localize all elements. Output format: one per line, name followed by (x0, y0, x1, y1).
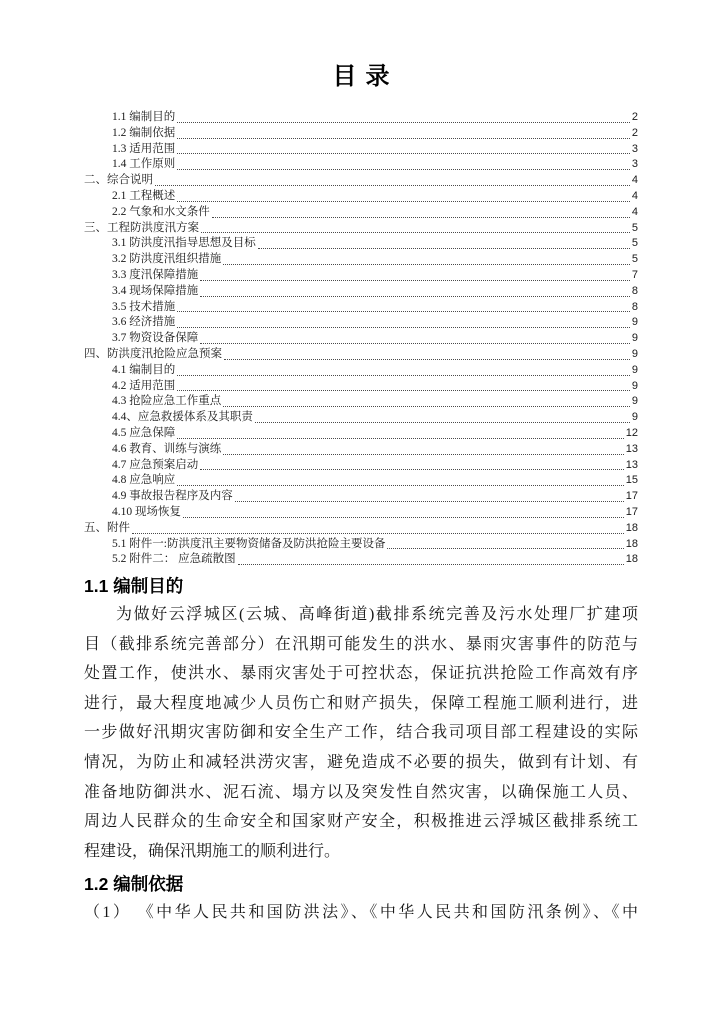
toc-entry-label: 3.6 经济措施 (112, 316, 176, 329)
toc-entry-label: 5.2 附件二： 应急疏散图 (112, 553, 236, 566)
toc-entry[interactable] (84, 505, 638, 521)
section-heading: 1.2 编制依据 (84, 874, 184, 895)
toc-dot-leader (387, 548, 623, 549)
toc-page-number: 8 (631, 284, 638, 297)
toc-entry-label: 5.1 附件一:防洪度汛主要物资储备及防洪抢险主要设备 (112, 537, 386, 550)
toc-entry[interactable] (84, 221, 638, 237)
paragraph-line: 进行，最大程度地减少人员伤亡和财产损失，保障工程施工顺利进行，进 (84, 694, 638, 712)
toc-dot-leader (223, 406, 630, 407)
toc-entry[interactable] (84, 442, 638, 458)
toc-entry[interactable] (84, 347, 638, 363)
section-heading: 1.1 编制目的 (84, 576, 184, 597)
toc-dot-leader (177, 138, 630, 139)
toc-dot-leader (223, 454, 624, 455)
toc-page-number: 9 (631, 347, 638, 360)
toc-title: 目录 (332, 64, 399, 90)
toc-entry[interactable] (84, 458, 638, 474)
paragraph (84, 898, 638, 928)
toc-dot-leader (155, 185, 630, 186)
toc-page-number: 4 (631, 205, 638, 218)
document-body (84, 574, 638, 928)
toc-entry[interactable] (84, 126, 638, 142)
toc-entry-label: 2.1 工程概述 (112, 189, 176, 202)
toc-page-number: 2 (631, 111, 638, 123)
toc-dot-leader (258, 248, 630, 249)
toc-dot-leader (200, 296, 630, 297)
paragraph-line: 周边人民群众的生命安全和国家财产安全，积极推进云浮城区截排系统工 (84, 813, 638, 831)
toc-dot-leader (177, 311, 630, 312)
toc-entry[interactable] (84, 142, 638, 158)
toc-entry-label: 4.8 应急响应 (112, 474, 176, 487)
toc-dot-leader (177, 485, 624, 486)
toc-entry-label: 3.3 度汛保障措施 (112, 268, 199, 281)
toc-entry-label: 4.2 适用范围 (112, 379, 176, 392)
toc-entry-label: 3.5 技术措施 (112, 300, 176, 313)
toc-page-number: 9 (631, 411, 638, 424)
toc-entry[interactable] (84, 552, 638, 568)
toc-page-number: 2 (631, 126, 638, 139)
toc-page-number: 4 (631, 189, 638, 202)
toc-entry-label: 3.1 防洪度汛指导思想及目标 (112, 237, 256, 250)
paragraph-line: 处置工作，使洪水、暴雨灾害处于可控状态，保证抗洪抢险工作高效有序 (84, 665, 638, 683)
toc-entry[interactable] (84, 157, 638, 173)
toc-dot-leader (200, 343, 630, 344)
toc-entry-label: 1.4 工作原则 (112, 158, 176, 171)
toc-entry-label: 3.7 物资设备保障 (112, 332, 199, 345)
toc-page-number: 18 (625, 537, 638, 550)
section (84, 574, 638, 866)
paragraph-line: 目（截排系统完善部分）在汛期可能发生的洪水、暴雨灾害事件的防范与 (84, 635, 638, 653)
toc-entry[interactable] (84, 110, 638, 126)
toc-dot-leader (235, 501, 624, 502)
toc-page-number: 7 (631, 268, 638, 281)
toc-entry-label: 4.5 应急保障 (112, 426, 176, 439)
toc-entry[interactable] (84, 300, 638, 316)
toc-dot-leader (212, 217, 630, 218)
toc-entry[interactable] (84, 284, 638, 300)
toc-page-number: 8 (631, 300, 638, 313)
toc-entry-label: 1.1 编制目的 (112, 111, 176, 123)
toc-entry[interactable] (84, 268, 638, 284)
toc-dot-leader (177, 390, 630, 391)
toc-page-number: 5 (631, 237, 638, 250)
toc-dot-leader (200, 469, 624, 470)
paragraph-line: 准备地防御洪水、泥石流、塌方以及突发性自然灾害，以确保施工人员、 (84, 783, 638, 801)
toc-page-number: 12 (625, 426, 638, 439)
toc-dot-leader (224, 359, 630, 360)
paragraph-line: （1） 《中华人民共和国防洪法》、《中华人民共和国防汛条例》、《中 (84, 904, 638, 922)
toc-page-number: 5 (631, 221, 638, 234)
toc-entry-label: 五、附件 (84, 521, 130, 534)
toc-page-number: 18 (625, 521, 638, 534)
toc-entry[interactable] (84, 331, 638, 347)
toc-page-number: 3 (631, 142, 638, 155)
toc-entry[interactable] (84, 205, 638, 221)
toc-page-number: 13 (625, 442, 638, 455)
toc-entry[interactable] (84, 315, 638, 331)
toc-page-number: 17 (625, 490, 638, 503)
toc-entry-label: 四、防洪度汛抢险应急预案 (84, 347, 222, 360)
paragraph-line: 情况，为防止和减轻洪涝灾害，避免造成不必要的损失，做到有计划、有 (84, 754, 638, 772)
toc-dot-leader (201, 232, 630, 233)
toc-entry-label: 4.10 现场恢复 (112, 505, 181, 518)
toc-page-number: 5 (631, 253, 638, 266)
toc-page-number: 9 (631, 332, 638, 345)
paragraph-line: 为做好云浮城区(云城、高峰街道)截排系统完善及污水处理厂扩建项 (116, 606, 638, 624)
toc-dot-leader (200, 280, 630, 281)
toc-entry[interactable] (84, 489, 638, 505)
toc-dot-leader (177, 375, 630, 376)
toc-entry-label: 4.1 编制目的 (112, 363, 176, 376)
toc-page-number: 3 (631, 158, 638, 171)
toc-entry[interactable] (84, 189, 638, 205)
toc-dot-leader (177, 327, 630, 328)
toc-entry-label: 二、综合说明 (84, 174, 153, 187)
toc-entry[interactable] (84, 537, 638, 553)
toc-page-number: 9 (631, 363, 638, 376)
toc-entry[interactable] (84, 394, 638, 410)
toc-entry[interactable] (84, 252, 638, 268)
toc-page-number: 18 (625, 553, 638, 566)
toc-page-number: 13 (625, 458, 638, 471)
toc-dot-leader (238, 564, 624, 565)
toc-page-number: 4 (631, 174, 638, 187)
toc-page-number: 9 (631, 316, 638, 329)
section (84, 872, 638, 928)
toc-dot-leader (177, 201, 630, 202)
toc-dot-leader (183, 517, 624, 518)
paragraph (84, 600, 638, 866)
toc-entry[interactable] (84, 363, 638, 379)
toc-dot-leader (223, 264, 630, 265)
toc-entry-label: 1.3 适用范围 (112, 142, 176, 155)
toc-entry-label: 4.4、应急救援体系及其职责 (112, 411, 253, 424)
toc-entry[interactable] (84, 236, 638, 252)
toc-entry-label: 4.7 应急预案启动 (112, 458, 199, 471)
toc-entry[interactable] (84, 379, 638, 395)
toc-entry-label: 三、工程防洪度汛方案 (84, 221, 199, 234)
toc-entry-label: 3.2 防洪度汛组织措施 (112, 253, 222, 266)
toc-entry-label: 3.4 现场保障措施 (112, 284, 199, 297)
paragraph-line: 一步做好汛期灾害防御和安全生产工作，结合我司项目部工程建设的实际 (84, 724, 638, 742)
toc-page-number: 9 (631, 379, 638, 392)
toc-page-number: 17 (625, 505, 638, 518)
toc-entry-label: 1.2 编制依据 (112, 126, 176, 139)
table-of-contents (84, 110, 638, 568)
toc-entry[interactable] (84, 410, 638, 426)
toc-dot-leader (255, 422, 630, 423)
toc-entry[interactable] (84, 426, 638, 442)
toc-entry[interactable] (84, 173, 638, 189)
toc-entry-label: 4.9 事故报告程序及内容 (112, 490, 233, 503)
toc-dot-leader (177, 153, 630, 154)
toc-entry-label: 4.6 教育、训练与演练 (112, 442, 222, 455)
toc-dot-leader (177, 169, 630, 170)
toc-entry-label: 4.3 抢险应急工作重点 (112, 395, 222, 408)
toc-dot-leader (132, 533, 624, 534)
toc-page-number: 15 (625, 474, 638, 487)
toc-dot-leader (177, 122, 630, 123)
toc-page-number: 9 (631, 395, 638, 408)
toc-dot-leader (177, 438, 624, 439)
toc-entry[interactable] (84, 521, 638, 537)
toc-entry-label: 2.2 气象和水文条件 (112, 205, 210, 218)
paragraph-line: 程建设，确保汛期施工的顺利进行。 (84, 842, 341, 860)
toc-entry[interactable] (84, 473, 638, 489)
